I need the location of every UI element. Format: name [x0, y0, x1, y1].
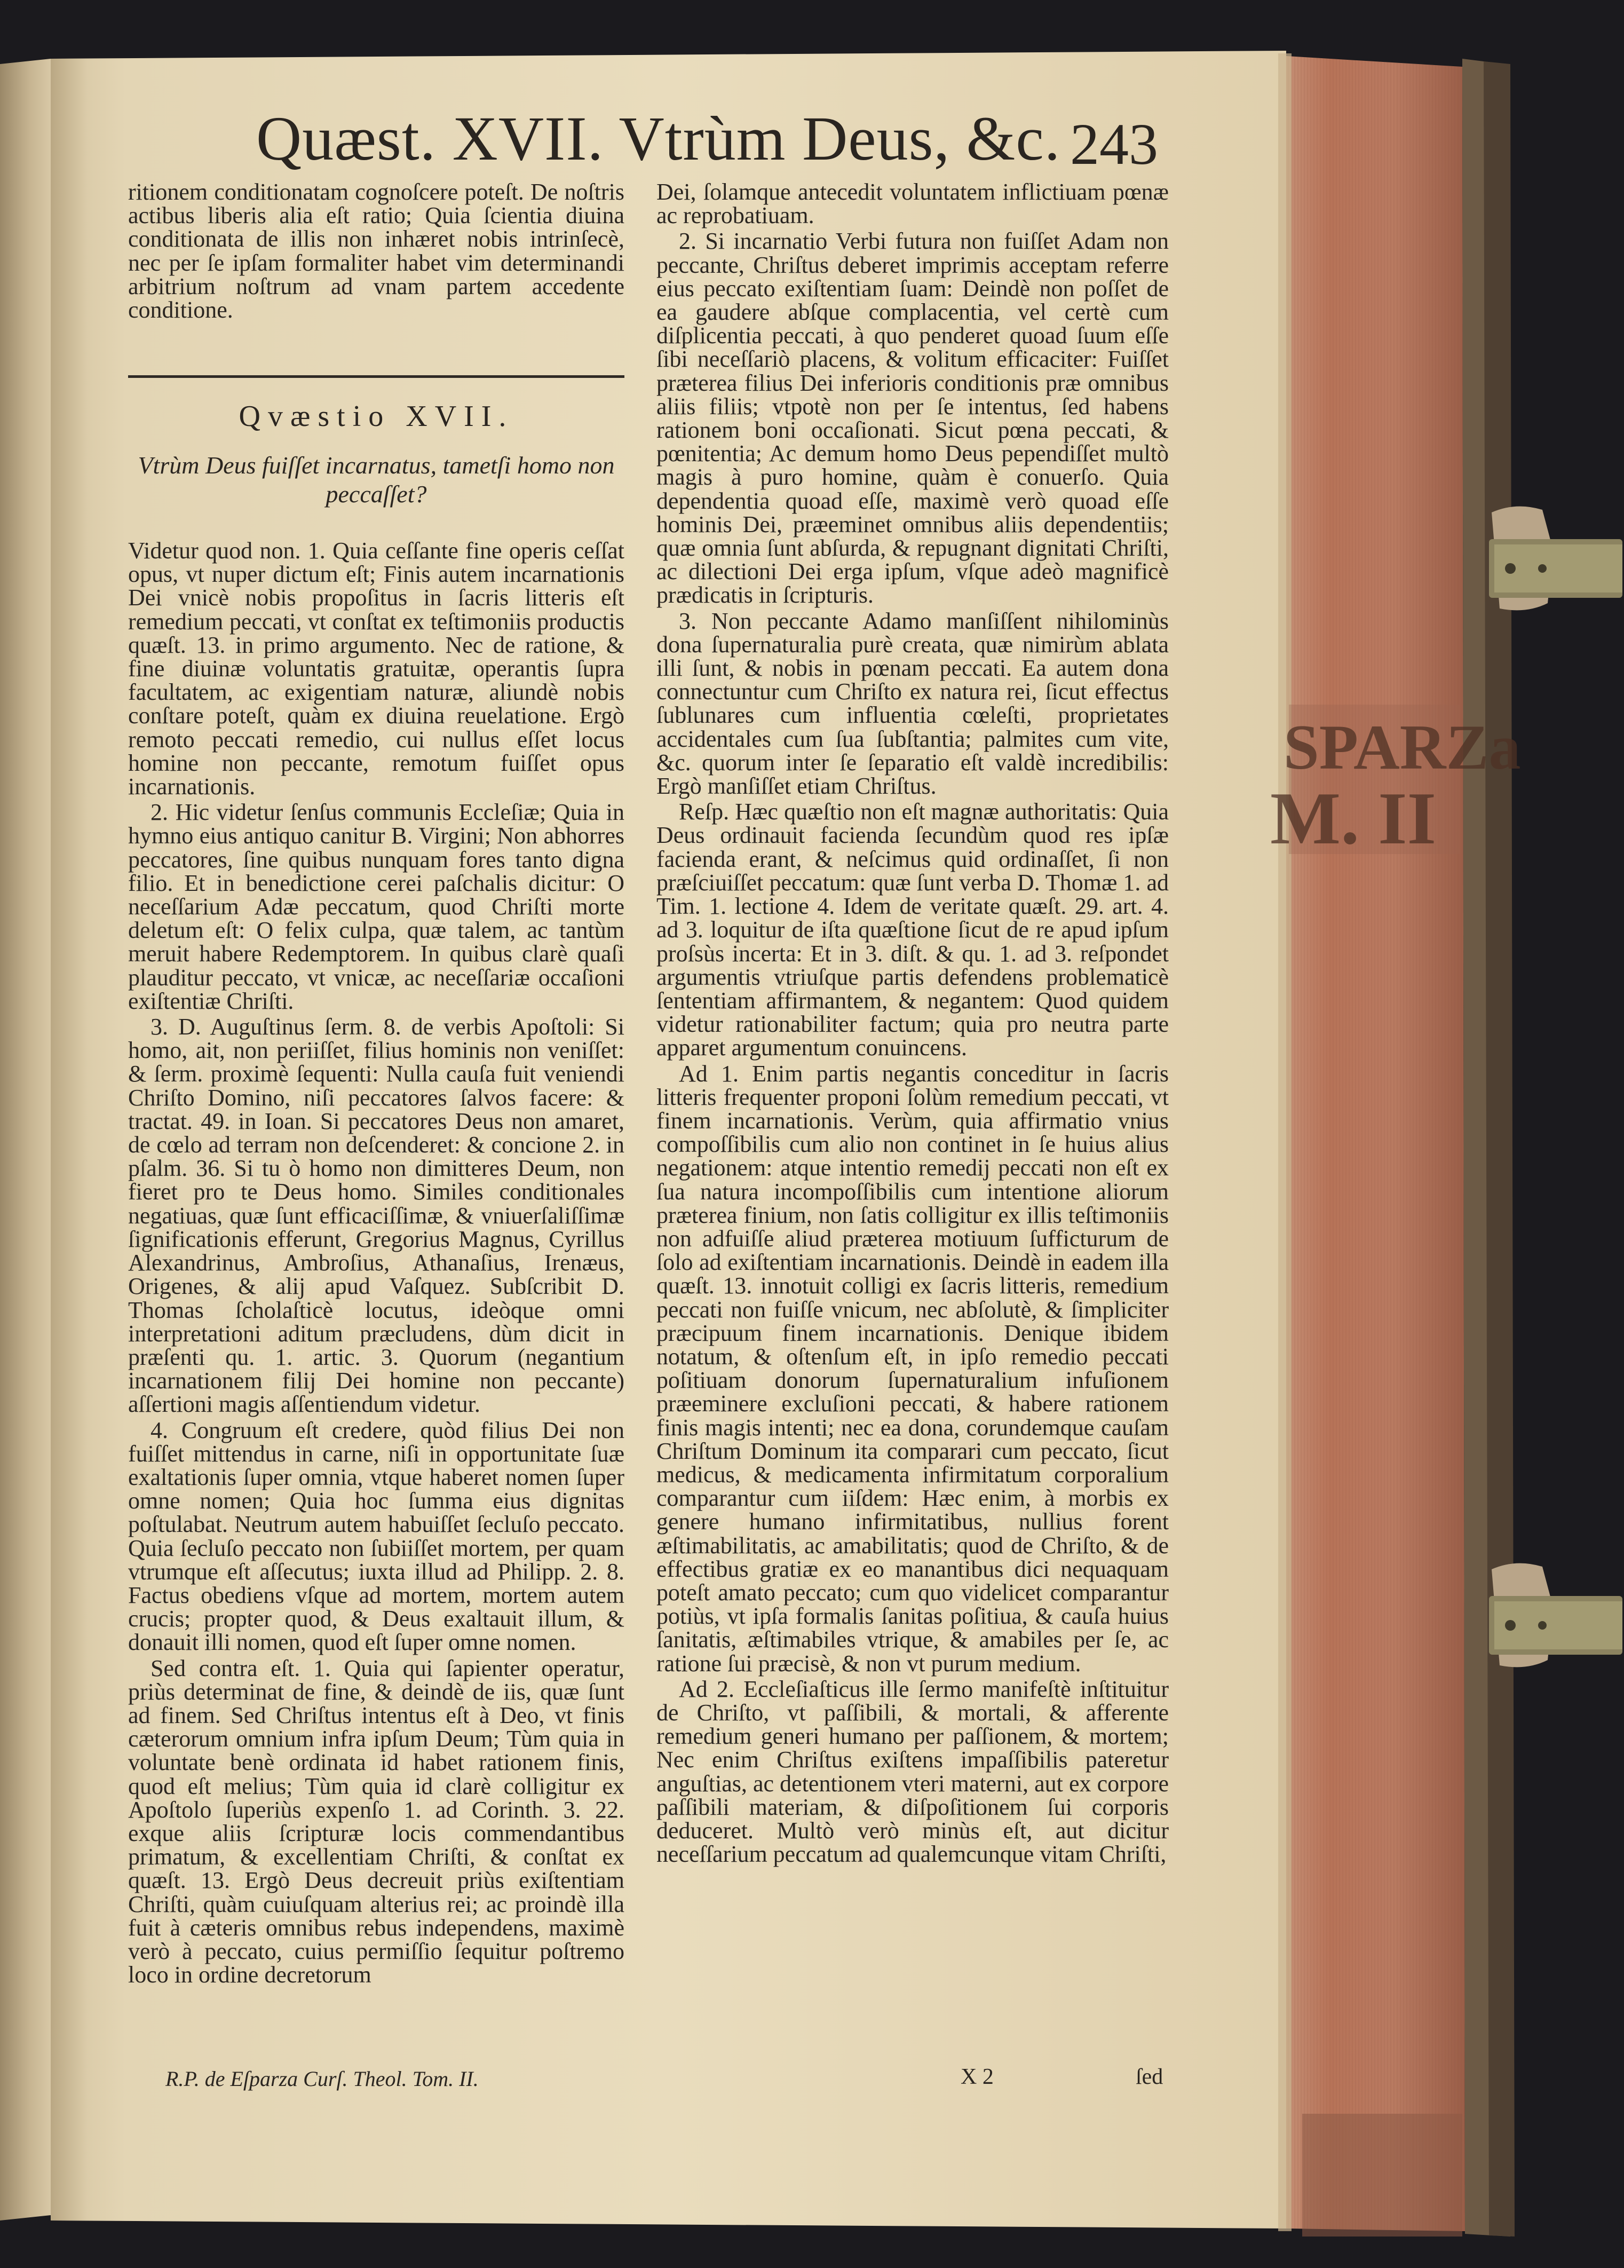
right-reply-1: Ad 1. Enim partis negantis conceditur in ſacris litteris frequenter proponi ſolùm remedium peccati, vt finem incarnationis. Verùm, quia affirmatio vnius compoſſibilis cum alio non continet in ſe huius alius negationem: atque intentio remedij peccati non eſt ex ſua natura incompoſſibilis cum intentione aliorum præterea finium, non ſatis colligitur ex illis teſtimoniis non adfuiſſe aliud præterea motiuum ſufficturum de ſolo ad exiſtentiam incarnationis. Deindè in eadem illa quæſt. 13. innotuit colligi ex ſacris litteris, remedium peccati non fuiſſe vnicum, nec abſolutè, & ſimpliciter præcipuum finem incarnationis. Denique ibidem notatum, & oſtenſum eſt, in ipſo remedio peccati poſitiuam donorum ſupernaturalium infuſionem præeminere excluſioni peccati, & habere rationem finis magis intenti; nec ea dona, corundemque cauſam Chriſtum Dominum ita comparari cum peccato, ſicut medicus, & medicamenta infirmitatum corporalium comparantur cum iiſdem: Hæc enim, à morbis ex genere humano infirmitatibus, nullius forent æſtimabilitatis, ac amabilitatis; quod de Chriſto, & de effectibus gratiæ ex eo manantibus dici nequaquam poteſt amato peccato; cum quo videlicet comparantur potiùs, vt ipſa formalis ſanitas poſitiua, & cauſa huius ſanitatis, æſtimabiles vtrique, & amabiles per ſe, ac ratione ſui præcisè, & non vt purum medium.: [656, 1060, 1169, 1677]
left-paragraph-3: 3. D. Auguſtinus ſerm. 8. de verbis Apoſtoli: Si homo, ait, non periiſſet, filius hominis non veniſſet: & ſerm. proximè ſequenti: Nulla cauſa fuit veniendi Chriſto Domino, niſi peccatores ſalvos facere: & tractat. 49. in Ioan. Si peccatores Deus non amaret, de cœlo ad terram non deſcenderet: & concione 2. in pſalm. 36. Si tu ò homo non dimitteres Deum, non fieret pro te Deus homo. Similes conditionales negatiuas, quæ ſunt efficaciſſimæ, & vniuerſaliſſimæ ſignificationis efferunt, Gregorius Magnus, Cyrillus Alexandrinus, Ambroſius, Athanaſius, Irenæus, Origenes, & alij apud Vaſquez. Subſcribit D. Thomas ſcholaſticè locutus, ideòque omni interpretationi aditum præcludens, dùm dicit in præſenti qu. 1. artic. 3. Quorum (negantium incarnationem filij Dei homine non peccante) aſſertioni magis aſſentiendum videtur.: [128, 1014, 624, 1418]
question-subtitle: Vtrùm Deus fuiſſet incarnatus, tametſi homo non peccaſſet?: [138, 452, 615, 508]
right-paragraph-2: 2. Si incarnatio Verbi futura non fuiſſet Adam non peccante, Chriſtus deberet imprimis acceptam referre eius peccato exiſtentiam ſuam: Deindè non poſſet de ea gaudere abſque complacentia, vel certè cum diſplicentia peccati, à quo penderet quoad ſuum eſſe ſibi neceſſariò placens, & volitum efficaciter: Fuiſſet præterea filius Dei inferioris conditionis præ omnibus aliis filiis; vtpotè non per ſe intentus, ſed habens rationem boni occaſionati. Sicut pœna peccati, & pœnitentia; Ac demum homo Deus pependiſſet multò magis à puro homine, quàm è conuerſo. Quia dependentia quoad eſſe, maximè verò quoad eſſe hominis Dei, præeminet omnibus aliis dependentiis; quæ omnia ſunt abſurda, & repugnant dignitati Chriſti, ac dilectioni Dei erga ipſum, vſque adeò magnificè prædicatis in ſcripturis.: [656, 228, 1169, 609]
left-paragraph-5: Sed contra eſt. 1. Quia qui ſapienter operatur, priùs determinat de fine, & deindè de iis, quæ ſunt ad finem. Sed Chriſtus intentus eſt à Deo, vt finis cæterorum omnium infra ipſum Deum; Tùm quia in voluntate benè ordinata id habet rationem finis, quod eſt melius; Tùm quia id clarè colligitur ex Apoſtolo ſuperiùs expenſo 1. ad Corinth. 3. 22. exque aliis ſcripturæ locis commendantibus primatum, & excellentiam Chriſti, & conſtat ex quæſt. 13. Ergò Deus decreuit priùs exiſtentiam Chriſti, quàm cuiuſquam alterius rei; ac proindè illa fuit à cæteris omnibus rebus independens, maximè verò à peccato, cuius permiſſio ſequitur poſtremo loco in ordine decretorum: [128, 1655, 624, 1988]
running-footer: R.P. de Eſparza Curſ. Theol. Tom. II.: [165, 2067, 479, 2091]
section-divider: [128, 375, 624, 378]
signature-mark: X 2: [961, 2065, 994, 2089]
right-continuation-text: Dei, ſolamque antecedit voluntatem inflictiuam pœnæ ac reprobatiuam.: [656, 179, 1169, 229]
right-reply-2: Ad 2. Eccleſiaſticus ille ſermo manifeſtè inſtituitur de Chriſto, vt paſſibili, & mortali, & afferente remedium generi humano per paſſionem, & mortem; Nec enim Chriſtus exiſtens impaſſibilis pateretur anguſtias, ac detentionem vteri materni, aut ex corpore paſſibili materiam, & diſpoſitionem ſui corporis deduceret. Multò verò minùs eſt, aut dicitur neceſſarium peccatum ad qualemcunque vitam Chriſti,: [656, 1676, 1169, 1868]
left-question-body: [128, 539, 624, 1989]
left-paragraph-2: 2. Hic videtur ſenſus communis Eccleſiæ; Quia in hymno eius antiquo canitur B. Virgini; Non abhorres peccatores, ſine quibus nunquam fores tanto digna filio. Et in benedictione cerei paſchalis dicitur: O neceſſarium Adæ peccatum, quod Chriſti morte deletum eſt: O felix culpa, quæ talem, ac tantùm meruit habere Redemptorem. In quibus clarè quaſi plauditur peccato, vt vnicæ, ac neceſſariæ occaſioni exiſtentiæ Chriſti.: [128, 799, 624, 1014]
left-paragraph-1: Videtur quod non. 1. Quia ceſſante fine operis ceſſat opus, vt nuper dictum eſt; Finis autem incarnationis Dei vnicè nobis propoſitus in ſacris litteris eſt remedium peccati, vt conſtat ex teſtimoniis productis quæſt. 13. in primo argumento. Nec de ratione, & fine diuinæ voluntatis gratuitæ, operantis ſupra facultatem, ac exigentiam naturæ, aliundè nobis conſtare poteſt, quàm ex diuina reuelatione. Ergò remoto peccati remedio, cui nullus eſſet locus homine non peccante, remotum fuiſſet opus incarnationis.: [128, 538, 624, 800]
catchword: ſed: [1136, 2065, 1163, 2089]
running-head-title: Quæst. XVII. Vtrùm Deus, &c.: [256, 104, 1061, 173]
question-heading: Qvæstio XVII.: [239, 400, 514, 433]
left-continuation-text: ritionem conditionatam cognoſcere poteſt. De noſtris actibus liberis alia eſt ratio; Quia ſcientia diuina conditionata de illis non inhæret nobis intrinſecè, nec per ſe ipſam formaliter habet vim determinandi arbitrium noſtrum ad vnam partem accedente conditione.: [128, 179, 624, 323]
right-response: Reſp. Hæc quæſtio non eſt magnæ authoritatis: Quia Deus ordinauit facienda ſecundùm quod res ipſæ facienda erant, & neſcimus quid ordinaſſet, ſi non præſciuiſſet peccatum: quæ ſunt verba D. Thomæ 1. ad Tim. 1. lectione 4. Idem de veritate quæſt. 29. art. 4. ad 3. loquitur de iſta quæſtione ſicut de re apud ipſum proſsùs incerta: Et in 3. diſt. & qu. 1. ad 3. reſpondet argumentis vtriuſque partis defendens problematicè ſententiam affirmantem, & negantem: Quod quidem videtur rationabiliter factum; quia pro neutra parte apparet argumentum conuincens.: [656, 799, 1169, 1061]
right-paragraph-3: 3. Non peccante Adamo manſiſſent nihilominùs dona ſupernaturalia purè creata, quæ nimirùm ablata illi ſunt, & nobis in pœnam peccati. Ea autem dona connectuntur cum Chriſto ex natura rei, ſicut effectus ſublunares cum influentia cœleſti, proprietates accidentales cum ſua ſubſtantia; palmites cum vite, &c. quorum inter ſe ſeparatio eſt valdè incredibilis: Ergò manſiſſet etiam Chriſtus.: [656, 607, 1169, 800]
left-paragraph-4: 4. Congruum eſt credere, quòd filius Dei non fuiſſet mittendus in carne, niſi in opportunitate ſuæ exaltationis ſuper omnia, vtque haberet nomen ſuper omne nomen; Quia hoc ſumma eius dignitas poſtulabat. Neutrum autem habuiſſet ſecluſo peccato. Quia ſecluſo peccato non ſubiiſſet mortem, per quam vtrumque eſt aſſecutus; iuxta illud ad Philipp. 2. 8. Factus obediens vſque ad mortem, mortem autem crucis; propter quod, & Deus exaltauit illum, & donauit illi nomen, quod eſt ſuper omne nomen.: [128, 1417, 624, 1656]
right-text-column: [656, 180, 1169, 1868]
left-text-column: [128, 180, 624, 324]
fore-edge-label-1: SPARZa: [1284, 712, 1521, 783]
page-number: 243: [1070, 112, 1158, 177]
fore-edge-label-2: M. II: [1270, 777, 1437, 860]
